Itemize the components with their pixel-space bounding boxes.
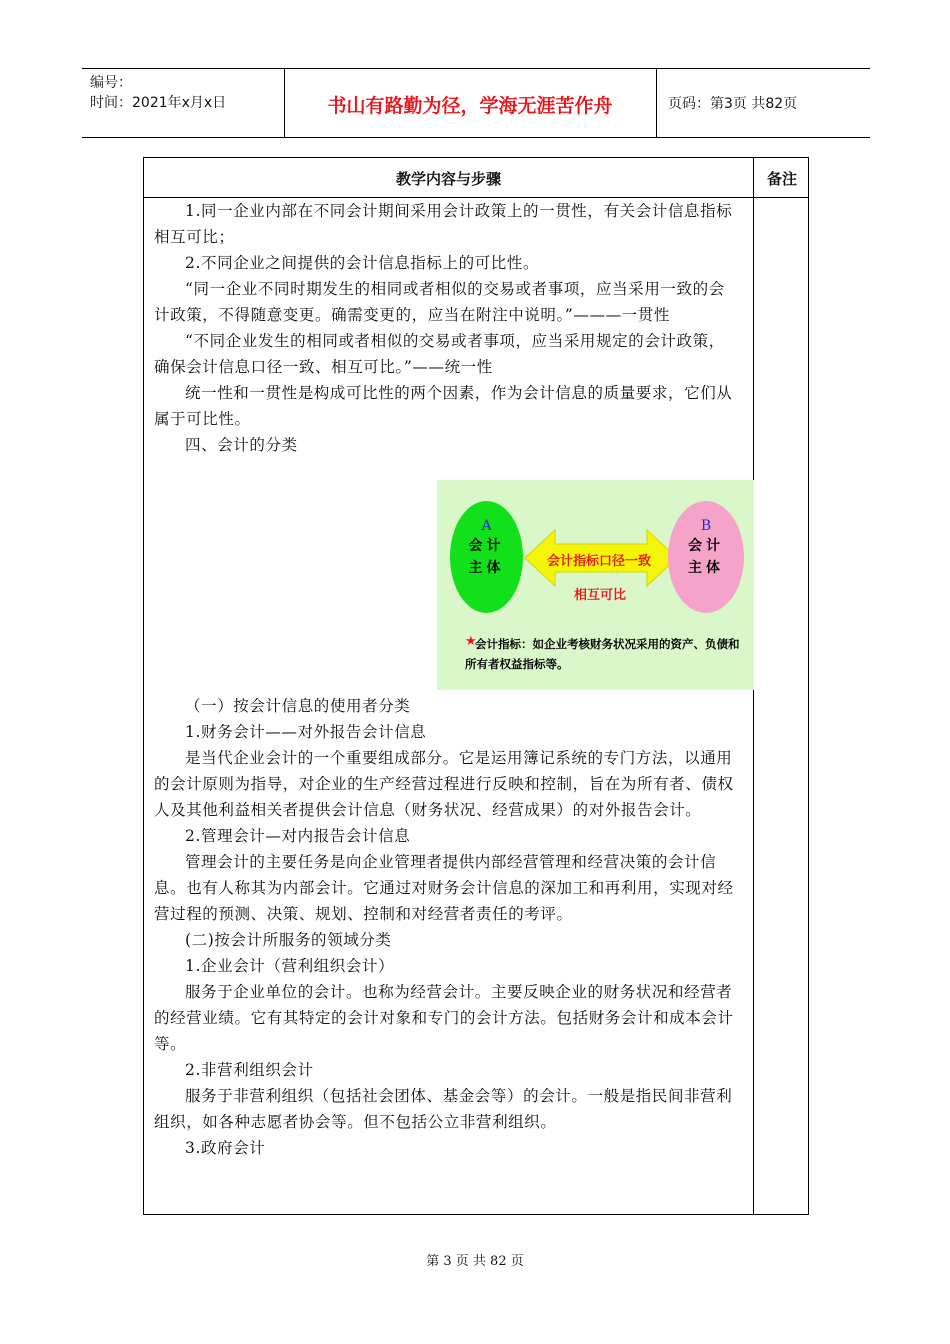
paragraph: 服务于非营利组织（包括社会团体、基金会等）的会计。一般是指民间非营利组织，如各种志愿者协会等。但不包括公立非营利组织。 <box>154 1087 733 1131</box>
entity-a-line2: 主体 <box>468 560 505 576</box>
paragraph: 2.不同企业之间提供的会计信息指标上的可比性。 <box>185 254 540 272</box>
entity-a-line1: 会计 <box>468 538 505 554</box>
entity-b-letter: B <box>700 518 712 534</box>
column-header-content: 教学内容与步骤 <box>395 170 501 188</box>
subheading: 1.企业会计（营利组织会计） <box>185 957 395 975</box>
diagram-note: 会计指标：如企业考核财务状况采用的资产、负债和所有者权益指标等。 <box>465 637 740 671</box>
page-footer: 第 3 页 共 82 页 <box>426 1254 524 1269</box>
entity-a-letter: A <box>481 518 492 534</box>
header-motto: 书山有路勤为径，学海无涯苦作舟 <box>327 95 613 117</box>
entity-b-line1: 会计 <box>688 538 724 554</box>
section-heading: 四、会计的分类 <box>185 436 298 454</box>
arrow-label: 会计指标口径一致 <box>547 554 652 569</box>
paragraph: 是当代企业会计的一个重要组成部分。它是运用簿记系统的专门方法，以通用的会计原则为指导，对企业的生产经营过程进行反映和控制，旨在为所有者、债权人及其他利益相关者提供会计信息（财务状况、经营成果）的对外报告会计。 <box>154 749 734 819</box>
header-page-info: 页码：第3页 共82页 <box>668 96 798 112</box>
paragraph: “同一企业不同时期发生的相同或者相似的交易或者事项，应当采用一致的会计政策，不得随意变更。确需变更的，应当在附注中说明。”———一贯性 <box>154 280 725 324</box>
subheading: 2.管理会计—对内报告会计信息 <box>185 827 411 845</box>
star-icon: ★ <box>465 634 477 649</box>
paragraph: “不同企业发生的相同或者相似的交易或者事项，应当采用规定的会计政策，确保会计信息口径一致、相互可比。”——统一性 <box>154 332 725 376</box>
entity-b-circle <box>668 501 744 613</box>
lesson-table <box>143 157 809 1215</box>
doc-number-label: 编号： <box>90 75 132 91</box>
section-heading: (二)按会计所服务的领域分类 <box>185 931 392 949</box>
paragraph: 服务于企业单位的会计。也称为经营会计。主要反映企业的财务状况和经营者的经营业绩。它有其特定的会计对象和专门的会计方法。包括财务会计和成本会计等。 <box>154 983 734 1053</box>
subheading: 1.财务会计——对外报告会计信息 <box>185 723 427 741</box>
column-header-notes: 备注 <box>766 170 797 188</box>
entity-b-line2: 主体 <box>688 560 724 576</box>
page-header <box>82 68 870 138</box>
header-left <box>90 73 226 113</box>
comparability-diagram <box>437 480 754 690</box>
mutual-comparable-label: 相互可比 <box>574 588 627 603</box>
content-top <box>154 198 734 458</box>
doc-time-label: 时间：2021年x月x日 <box>90 95 227 111</box>
subheading: 3.政府会计 <box>185 1139 266 1157</box>
section-heading: （一）按会计信息的使用者分类 <box>185 697 411 715</box>
subheading: 2.非营利组织会计 <box>185 1061 314 1079</box>
content-bottom <box>154 693 734 1161</box>
paragraph: 管理会计的主要任务是向企业管理者提供内部经营管理和经营决策的会计信息。也有人称其为内部会计。它通过对财务会计信息的深加工和再利用，实现对经营过程的预测、决策、规划、控制和对经营者责任的考评。 <box>154 853 734 923</box>
paragraph: 1.同一企业内部在不同会计期间采用会计政策上的一贯性，有关会计信息指标相互可比； <box>154 202 733 246</box>
header-divider <box>656 69 657 137</box>
paragraph: 统一性和一贯性是构成可比性的两个因素，作为会计信息的质量要求，它们从属于可比性。 <box>154 384 733 428</box>
